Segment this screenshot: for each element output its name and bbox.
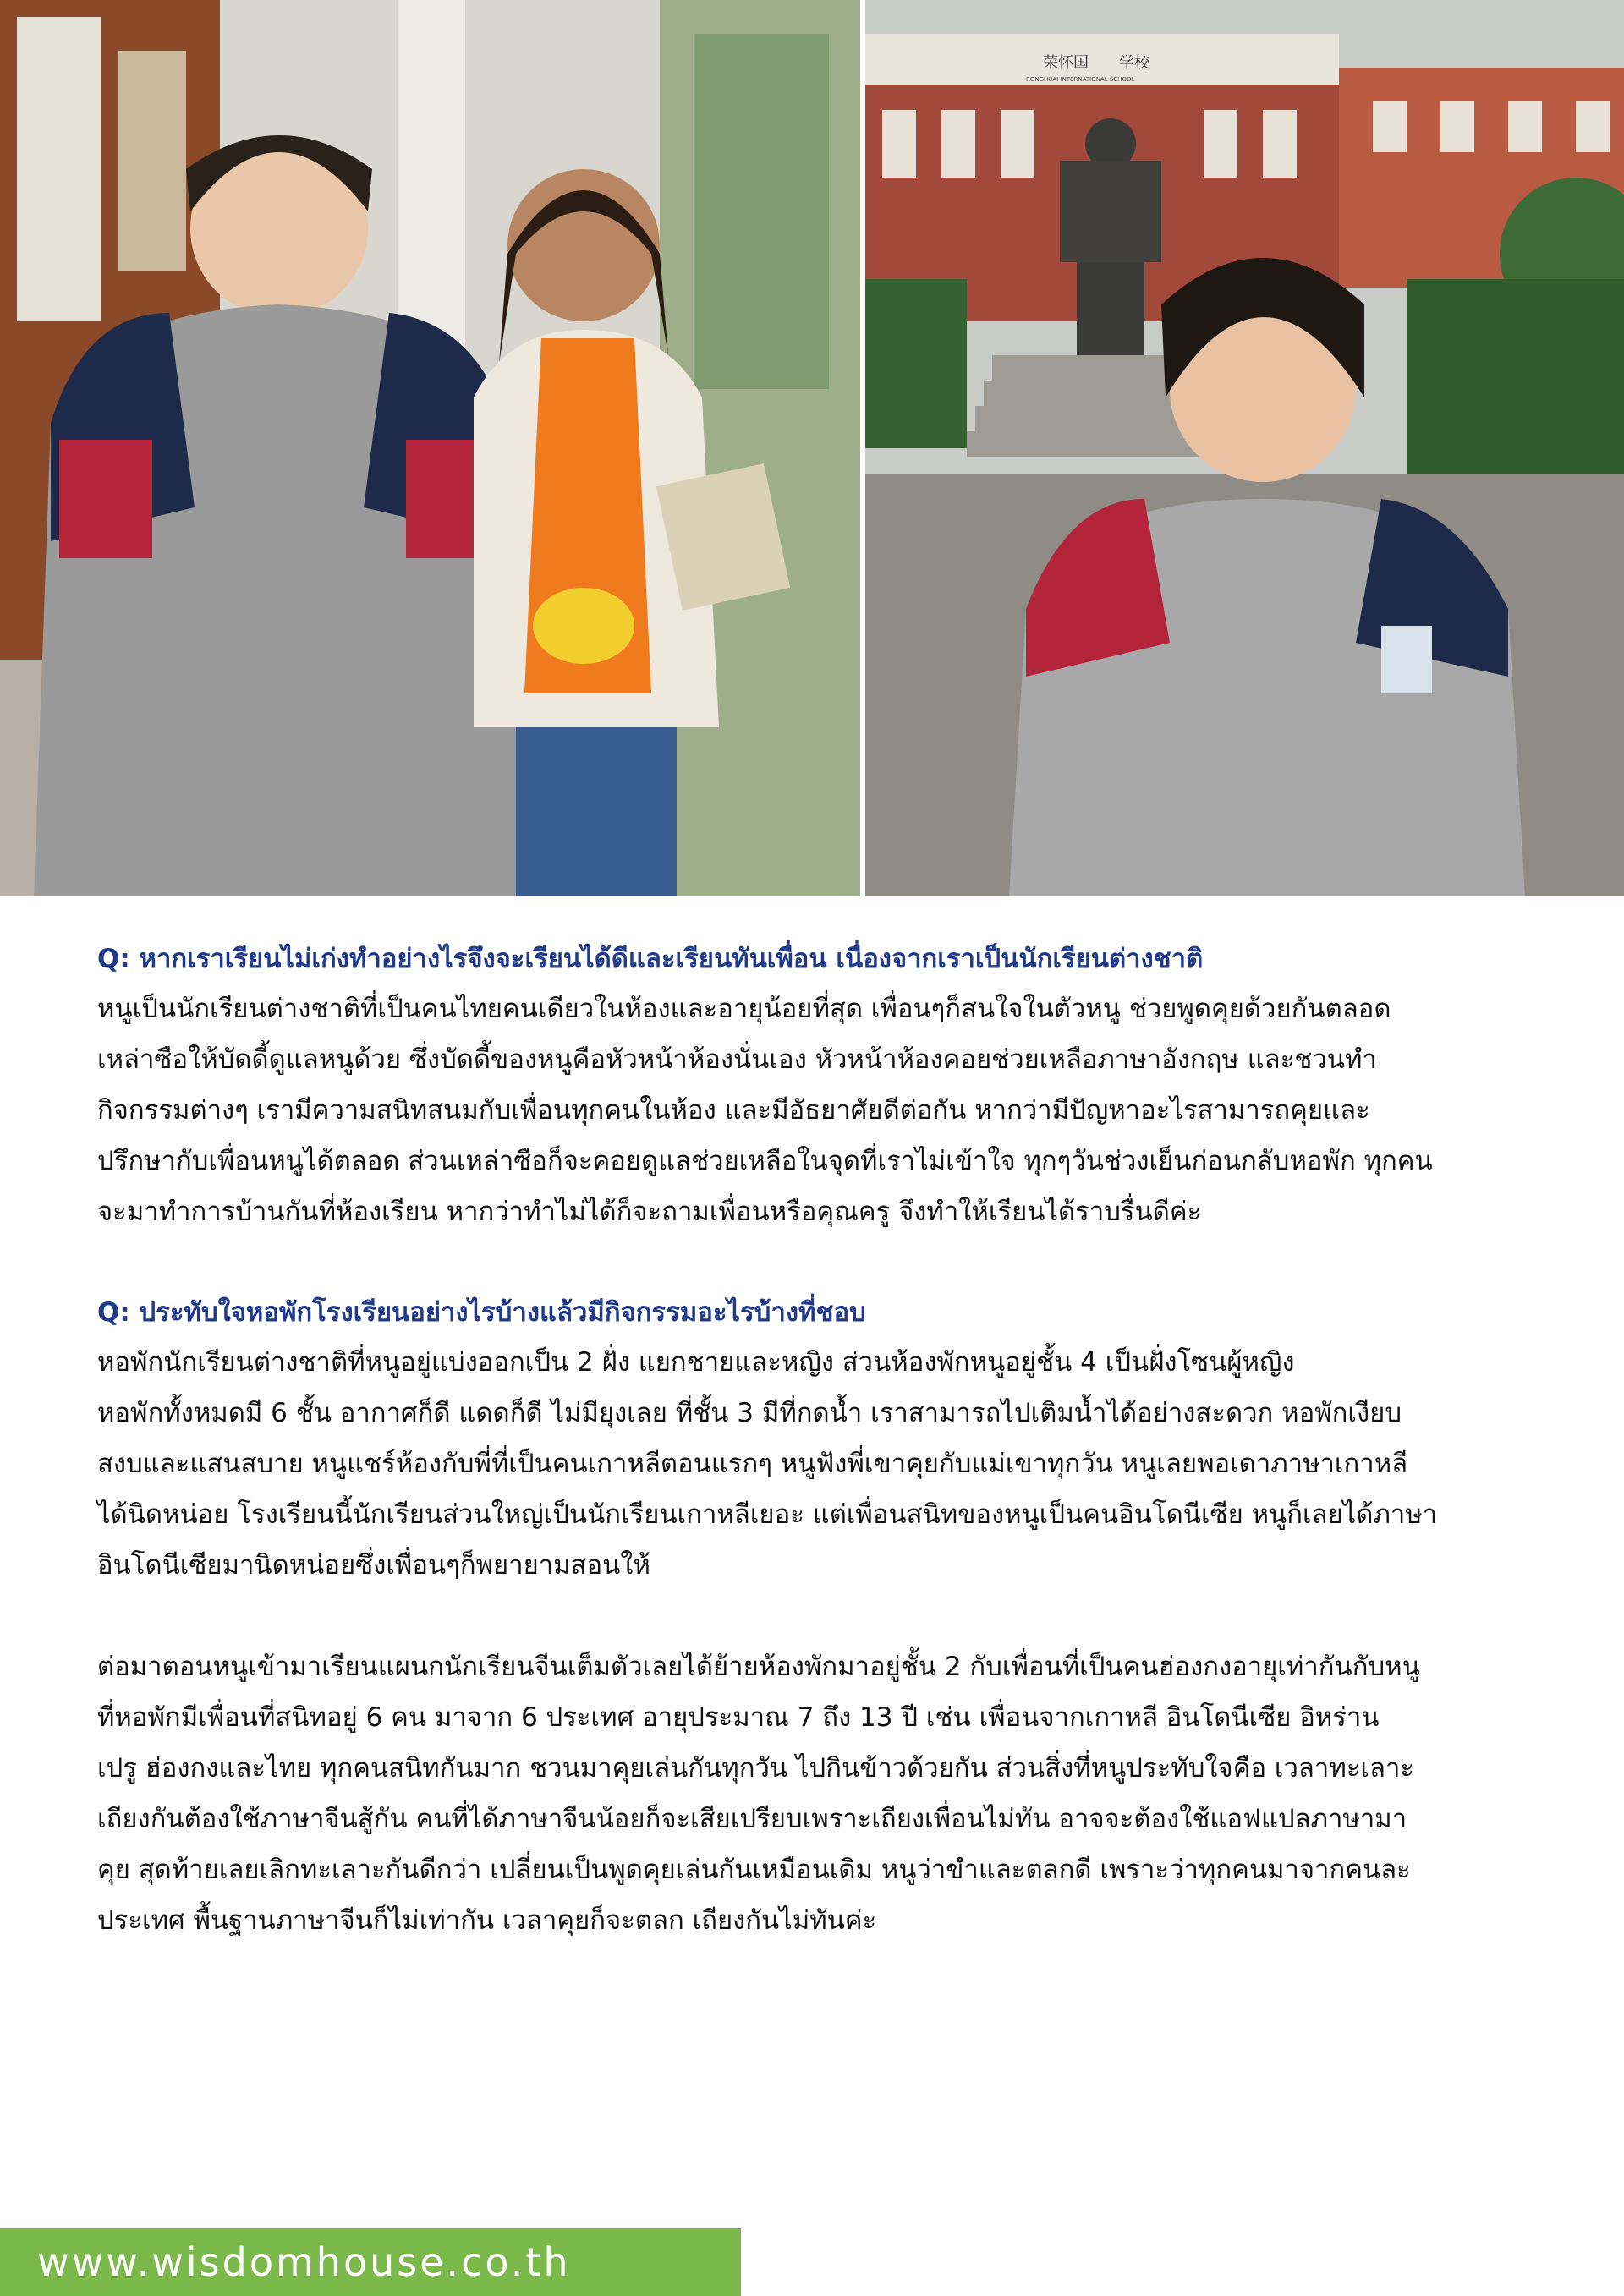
qa-section-1: [97, 934, 1535, 1237]
answer-line: หอพักทั้งหมดมี 6 ชั้น อากาศก็ดี แดดก็ดี ไม่มียุงเลย ที่ชั้น 3 มีที่กดน้ำ เราสามารถไปเติมน้ำได้อย่างสะดวก หอพักเงียบ: [97, 1398, 1402, 1428]
answer-line: คุย สุดท้ายเลยเลิกทะเลาะกันดีกว่า เปลี่ยนเป็นพูดคุยเล่นกันเหมือนเดิม หนูว่าขำและตลกดี เพราะว่าทุกคนมาจากคนละ: [97, 1855, 1411, 1885]
sign-text-en: RONGHUAI INTERNATIONAL SCHOOL: [1026, 76, 1135, 83]
answer-line: ประเทศ พื้นฐานภาษาจีนก็ไม่เท่ากัน เวลาคุยก็จะตลก เถียงกันไม่ทันค่ะ: [97, 1905, 877, 1936]
photo-corridor-students: [0, 0, 860, 896]
answer-line: อินโดนีเซียมานิดหน่อยซึ่งเพื่อนๆก็พยายามสอนให้: [97, 1550, 650, 1581]
qa-section-2: [97, 1288, 1535, 1946]
answer-line: เถียงกันต้องใช้ภาษาจีนสู้กัน คนที่ได้ภาษาจีนน้อยก็จะเสียเปรียบเพราะเถียงเพื่อนไม่ทัน อาจจะต้องใช้แอฟแปลภาษามา: [97, 1804, 1407, 1834]
answer-line: ได้นิดหน่อย โรงเรียนนี้นักเรียนส่วนใหญ่เป็นนักเรียนเกาหลีเยอะ แต่เพื่อนสนิทของหนูเป็นคนอินโดนีเซีย หนูก็เลยได้ภาษา: [97, 1499, 1438, 1530]
article-body: [97, 934, 1535, 1946]
answer-line: หอพักนักเรียนต่างชาติที่หนูอยู่แบ่งออกเป็น 2 ฝั่ง แยกชายและหญิง ส่วนห้องพักหนูอยู่ชั้น 4 เป็นฝั่งโซนผู้หญิง: [97, 1347, 1295, 1378]
sign-text-cn-2: 学校: [1119, 54, 1149, 72]
answer-paragraph-2: [97, 1641, 1535, 1946]
answer-line: จะมาทำการบ้านกันที่ห้องเรียน หากว่าทำไม่ได้ก็จะถามเพื่อนหรือคุณครู จึงทำให้เรียนได้ราบรื่นดีค่ะ: [97, 1197, 1202, 1227]
answer-line: เหล่าซือให้บัดดี้ดูแลหนูด้วย ซึ่งบัดดี้ของหนูคือหัวหน้าห้องนั่นเอง หัวหน้าห้องคอยช่วยเหลือภาษาอังกฤษ และชวนทำ: [97, 1044, 1377, 1075]
answer-line: ต่อมาตอนหนูเข้ามาเรียนแผนกนักเรียนจีนเต็มตัวเลยได้ย้ายห้องพักมาอยู่ชั้น 2 กับเพื่อนที่เป็นคนฮ่องกงอายุเท่ากันกับหนู: [97, 1652, 1420, 1682]
answer-line: กิจกรรมต่างๆ เรามีความสนิทสนมกับเพื่อนทุกคนในห้อง และมีอัธยาศัยดีต่อกัน หากว่ามีปัญหาอะไรสามารถคุยและ: [97, 1095, 1370, 1126]
photo-courtyard-student: [860, 0, 1624, 896]
question-heading: Q: ประทับใจหอพักโรงเรียนอย่างไรบ้างแล้วมีกิจกรรมอะไรบ้างที่ชอบ: [97, 1297, 866, 1328]
sign-text-cn: 荣怀国: [1043, 54, 1089, 72]
footer-bar: [0, 2228, 741, 2296]
paragraph-gap: [97, 1591, 1535, 1641]
answer-paragraph: [97, 1337, 1535, 1591]
question-heading: Q: หากเราเรียนไม่เก่งทำอย่างไรจึงจะเรียนได้ดีและเรียนทันเพื่อน เนื่องจากเราเป็นนักเรียนต่างชาติ: [97, 944, 1204, 974]
answer-paragraph: [97, 984, 1535, 1237]
answer-line: เปรู ฮ่องกงและไทย ทุกคนสนิทกันมาก ชวนมาคุยเล่นกันทุกวัน ไปกินข้าวด้วยกัน ส่วนสิ่งที่หนูประทับใจคือ เวลาทะเลาะ: [97, 1753, 1415, 1784]
website-url[interactable]: www.wisdomhouse.co.th: [37, 2239, 571, 2285]
answer-line: ที่หอพักมีเพื่อนที่สนิทอยู่ 6 คน มาจาก 6 ประเทศ อายุประมาณ 7 ถึง 13 ปี เช่น เพื่อนจากเกาหลี อินโดนีเซีย อิหร่าน: [97, 1702, 1380, 1733]
answer-line: ปรึกษากับเพื่อนหนูได้ตลอด ส่วนเหล่าซือก็จะคอยดูแลช่วยเหลือในจุดที่เราไม่เข้าใจ ทุกๆวันช่วงเย็นก่อนกลับหอพัก ทุกคน: [97, 1146, 1433, 1176]
answer-line: หนูเป็นนักเรียนต่างชาติที่เป็นคนไทยคนเดียวในห้องและอายุน้อยที่สุด เพื่อนๆก็สนใจในตัวหนู ช่วยพูดคุยด้วยกันตลอด: [97, 994, 1391, 1024]
section-gap: [97, 1237, 1535, 1288]
answer-line: สงบและแสนสบาย หนูแชร์ห้องกับพี่ที่เป็นคนเกาหลีตอนแรกๆ หนูฟังพี่เขาคุยกับแม่เขาทุกวัน หนูเลยพอเดาภาษาเกาหลี: [97, 1449, 1408, 1479]
